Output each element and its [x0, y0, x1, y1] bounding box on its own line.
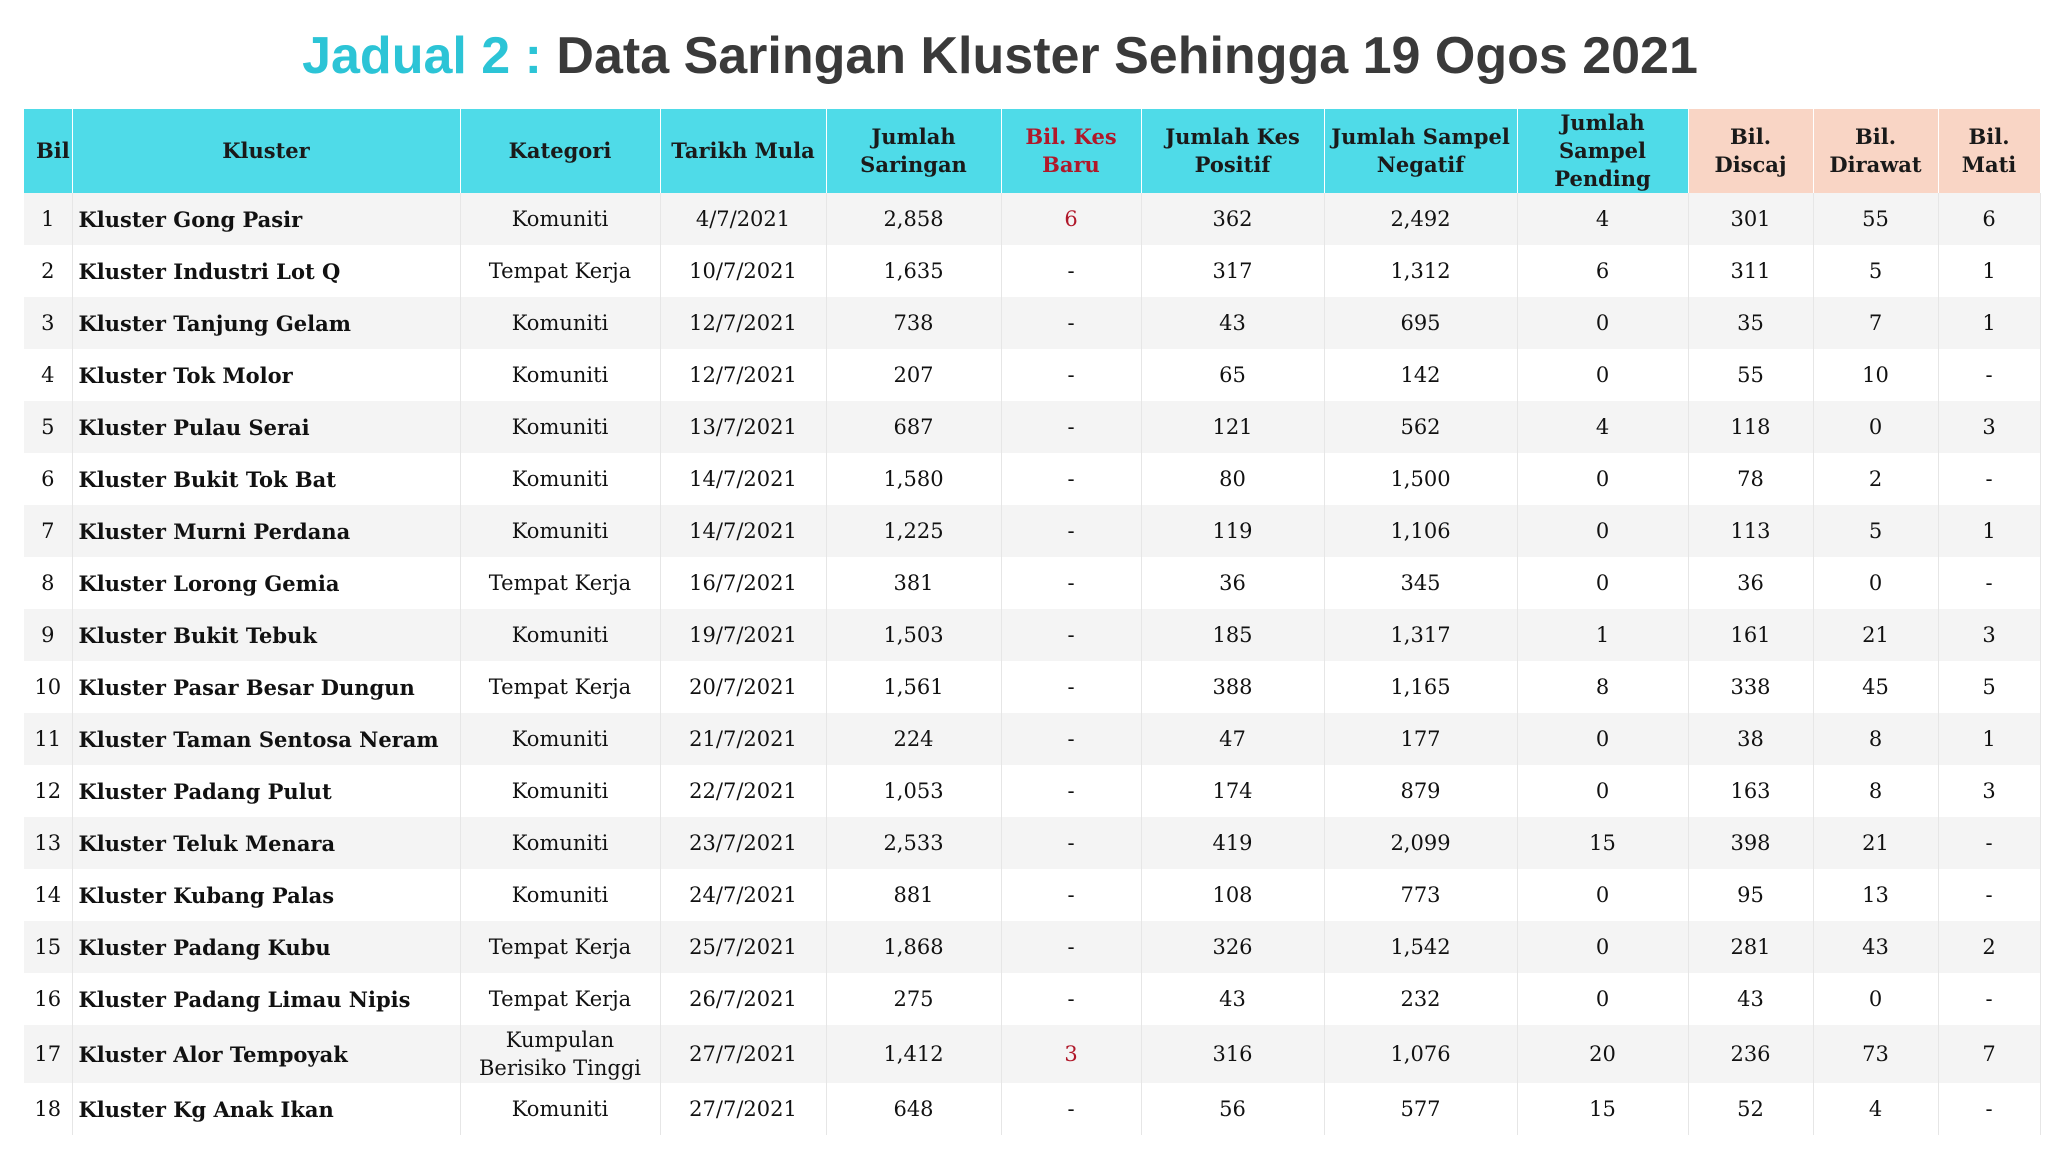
- table-row: [24, 401, 2040, 453]
- header-bil-dirawat: Bil. Dirawat: [1813, 109, 1938, 193]
- bil-dirawat-cell: 5: [1813, 505, 1938, 557]
- jumlah-sampel-negatif-cell: 2,099: [1324, 817, 1517, 869]
- table-row: [24, 713, 2040, 765]
- bil-discaj-cell: 36: [1688, 557, 1813, 609]
- bil-dirawat-cell: 5: [1813, 245, 1938, 297]
- bil-mati-cell: 3: [1938, 765, 2040, 817]
- bil-mati-cell: -: [1938, 973, 2040, 1025]
- bil-dirawat-cell: 10: [1813, 349, 1938, 401]
- table-row: [24, 1083, 2040, 1135]
- bil-dirawat-cell: 21: [1813, 817, 1938, 869]
- jumlah-sampel-pending-cell: 0: [1517, 765, 1688, 817]
- tarikh-mula-cell: 27/7/2021: [660, 1025, 826, 1083]
- bil-dirawat-cell: 43: [1813, 921, 1938, 973]
- bil-discaj-cell: 78: [1688, 453, 1813, 505]
- bil-mati-cell: -: [1938, 1083, 2040, 1135]
- kategori-cell: Tempat Kerja: [460, 661, 660, 713]
- table-row: [24, 349, 2040, 401]
- jumlah-saringan-cell: 1,561: [826, 661, 1001, 713]
- bil-cell: 11: [24, 713, 72, 765]
- bil-discaj-cell: 311: [1688, 245, 1813, 297]
- jumlah-sampel-pending-cell: 0: [1517, 453, 1688, 505]
- kategori-cell: Komuniti: [460, 869, 660, 921]
- bil-cell: 18: [24, 1083, 72, 1135]
- bil-dirawat-cell: 45: [1813, 661, 1938, 713]
- kluster-cell: Kluster Teluk Menara: [72, 817, 460, 869]
- bil-dirawat-cell: 8: [1813, 713, 1938, 765]
- bil-discaj-cell: 113: [1688, 505, 1813, 557]
- tarikh-mula-cell: 22/7/2021: [660, 765, 826, 817]
- bil-mati-cell: 7: [1938, 1025, 2040, 1083]
- jumlah-saringan-cell: 648: [826, 1083, 1001, 1135]
- table-row: [24, 765, 2040, 817]
- bil-cell: 17: [24, 1025, 72, 1083]
- bil-dirawat-cell: 21: [1813, 609, 1938, 661]
- bil-kes-baru-cell: -: [1001, 297, 1141, 349]
- tarikh-mula-cell: 4/7/2021: [660, 193, 826, 245]
- bil-dirawat-cell: 73: [1813, 1025, 1938, 1083]
- jumlah-kes-positif-cell: 419: [1141, 817, 1324, 869]
- kategori-cell: Komuniti: [460, 609, 660, 661]
- kluster-cell: Kluster Gong Pasir: [72, 193, 460, 245]
- kluster-cell: Kluster Kg Anak Ikan: [72, 1083, 460, 1135]
- kluster-cell: Kluster Industri Lot Q: [72, 245, 460, 297]
- jumlah-sampel-negatif-cell: 1,165: [1324, 661, 1517, 713]
- cluster-table: [24, 109, 2041, 1135]
- jumlah-sampel-negatif-cell: 1,317: [1324, 609, 1517, 661]
- bil-mati-cell: 1: [1938, 297, 2040, 349]
- bil-cell: 13: [24, 817, 72, 869]
- table-row: [24, 557, 2040, 609]
- kategori-cell: Tempat Kerja: [460, 245, 660, 297]
- jumlah-sampel-pending-cell: 4: [1517, 401, 1688, 453]
- jumlah-sampel-pending-cell: 0: [1517, 557, 1688, 609]
- jumlah-sampel-pending-cell: 0: [1517, 297, 1688, 349]
- jumlah-saringan-cell: 2,858: [826, 193, 1001, 245]
- header-bil: Bil: [24, 109, 72, 193]
- bil-dirawat-cell: 8: [1813, 765, 1938, 817]
- bil-discaj-cell: 301: [1688, 193, 1813, 245]
- bil-cell: 8: [24, 557, 72, 609]
- bil-kes-baru-cell: -: [1001, 349, 1141, 401]
- jumlah-kes-positif-cell: 43: [1141, 973, 1324, 1025]
- tarikh-mula-cell: 21/7/2021: [660, 713, 826, 765]
- header-bil-mati: Bil. Mati: [1938, 109, 2040, 193]
- bil-kes-baru-cell: -: [1001, 1083, 1141, 1135]
- kategori-cell: Tempat Kerja: [460, 557, 660, 609]
- jumlah-kes-positif-cell: 316: [1141, 1025, 1324, 1083]
- jumlah-kes-positif-cell: 47: [1141, 713, 1324, 765]
- bil-cell: 14: [24, 869, 72, 921]
- bil-kes-baru-cell: -: [1001, 609, 1141, 661]
- jumlah-sampel-negatif-cell: 773: [1324, 869, 1517, 921]
- kluster-cell: Kluster Pasar Besar Dungun: [72, 661, 460, 713]
- kluster-cell: Kluster Padang Kubu: [72, 921, 460, 973]
- jumlah-sampel-pending-cell: 8: [1517, 661, 1688, 713]
- bil-discaj-cell: 236: [1688, 1025, 1813, 1083]
- kluster-cell: Kluster Tanjung Gelam: [72, 297, 460, 349]
- bil-discaj-cell: 55: [1688, 349, 1813, 401]
- bil-mati-cell: 1: [1938, 245, 2040, 297]
- jumlah-saringan-cell: 687: [826, 401, 1001, 453]
- tarikh-mula-cell: 12/7/2021: [660, 297, 826, 349]
- bil-kes-baru-cell: -: [1001, 557, 1141, 609]
- jumlah-kes-positif-cell: 80: [1141, 453, 1324, 505]
- bil-discaj-cell: 338: [1688, 661, 1813, 713]
- table-row: [24, 505, 2040, 557]
- jumlah-sampel-negatif-cell: 695: [1324, 297, 1517, 349]
- tarikh-mula-cell: 19/7/2021: [660, 609, 826, 661]
- jumlah-saringan-cell: 381: [826, 557, 1001, 609]
- bil-cell: 10: [24, 661, 72, 713]
- table-row: [24, 609, 2040, 661]
- bil-cell: 7: [24, 505, 72, 557]
- title-lead: Jadual 2 :: [302, 27, 557, 85]
- bil-dirawat-cell: 2: [1813, 453, 1938, 505]
- bil-mati-cell: -: [1938, 557, 2040, 609]
- jumlah-sampel-pending-cell: 0: [1517, 869, 1688, 921]
- jumlah-sampel-negatif-cell: 562: [1324, 401, 1517, 453]
- jumlah-sampel-pending-cell: 4: [1517, 193, 1688, 245]
- jumlah-kes-positif-cell: 185: [1141, 609, 1324, 661]
- tarikh-mula-cell: 25/7/2021: [660, 921, 826, 973]
- tarikh-mula-cell: 26/7/2021: [660, 973, 826, 1025]
- bil-dirawat-cell: 0: [1813, 557, 1938, 609]
- bil-mati-cell: -: [1938, 869, 2040, 921]
- jumlah-sampel-pending-cell: 15: [1517, 1083, 1688, 1135]
- kategori-cell: Kumpulan Berisiko Tinggi: [460, 1025, 660, 1083]
- bil-mati-cell: 1: [1938, 713, 2040, 765]
- jumlah-sampel-negatif-cell: 1,542: [1324, 921, 1517, 973]
- bil-cell: 12: [24, 765, 72, 817]
- jumlah-sampel-negatif-cell: 1,312: [1324, 245, 1517, 297]
- jumlah-saringan-cell: 1,412: [826, 1025, 1001, 1083]
- jumlah-saringan-cell: 2,533: [826, 817, 1001, 869]
- tarikh-mula-cell: 14/7/2021: [660, 505, 826, 557]
- bil-kes-baru-cell: -: [1001, 765, 1141, 817]
- bil-discaj-cell: 161: [1688, 609, 1813, 661]
- jumlah-kes-positif-cell: 388: [1141, 661, 1324, 713]
- jumlah-kes-positif-cell: 326: [1141, 921, 1324, 973]
- table-body: [24, 193, 2040, 1135]
- jumlah-sampel-pending-cell: 20: [1517, 1025, 1688, 1083]
- bil-discaj-cell: 52: [1688, 1083, 1813, 1135]
- jumlah-sampel-negatif-cell: 2,492: [1324, 193, 1517, 245]
- bil-cell: 5: [24, 401, 72, 453]
- header-bil-discaj: Bil. Discaj: [1688, 109, 1813, 193]
- title-main: Data Saringan Kluster Sehingga 19 Ogos 2021: [556, 27, 1698, 85]
- jumlah-saringan-cell: 224: [826, 713, 1001, 765]
- bil-kes-baru-cell: -: [1001, 817, 1141, 869]
- bil-discaj-cell: 398: [1688, 817, 1813, 869]
- kategori-cell: Komuniti: [460, 193, 660, 245]
- page-title: [0, 22, 2000, 90]
- bil-mati-cell: 3: [1938, 401, 2040, 453]
- header-kluster: Kluster: [72, 109, 460, 193]
- bil-mati-cell: -: [1938, 349, 2040, 401]
- kategori-cell: Komuniti: [460, 505, 660, 557]
- table-row: [24, 869, 2040, 921]
- header-jumlah-sampel-negatif: Jumlah Sampel Negatif: [1324, 109, 1517, 193]
- bil-dirawat-cell: 0: [1813, 401, 1938, 453]
- jumlah-saringan-cell: 275: [826, 973, 1001, 1025]
- bil-discaj-cell: 163: [1688, 765, 1813, 817]
- jumlah-kes-positif-cell: 65: [1141, 349, 1324, 401]
- kategori-cell: Tempat Kerja: [460, 921, 660, 973]
- bil-cell: 2: [24, 245, 72, 297]
- tarikh-mula-cell: 23/7/2021: [660, 817, 826, 869]
- tarikh-mula-cell: 20/7/2021: [660, 661, 826, 713]
- bil-cell: 3: [24, 297, 72, 349]
- bil-discaj-cell: 35: [1688, 297, 1813, 349]
- jumlah-sampel-negatif-cell: 577: [1324, 1083, 1517, 1135]
- bil-dirawat-cell: 7: [1813, 297, 1938, 349]
- jumlah-saringan-cell: 881: [826, 869, 1001, 921]
- jumlah-saringan-cell: 1,503: [826, 609, 1001, 661]
- jumlah-kes-positif-cell: 121: [1141, 401, 1324, 453]
- bil-dirawat-cell: 0: [1813, 973, 1938, 1025]
- table-row: [24, 297, 2040, 349]
- jumlah-kes-positif-cell: 56: [1141, 1083, 1324, 1135]
- bil-cell: 4: [24, 349, 72, 401]
- tarikh-mula-cell: 27/7/2021: [660, 1083, 826, 1135]
- jumlah-sampel-pending-cell: 0: [1517, 713, 1688, 765]
- bil-kes-baru-cell: -: [1001, 401, 1141, 453]
- kluster-cell: Kluster Padang Limau Nipis: [72, 973, 460, 1025]
- jumlah-kes-positif-cell: 119: [1141, 505, 1324, 557]
- table-row: [24, 1025, 2040, 1083]
- kategori-cell: Komuniti: [460, 765, 660, 817]
- table-row: [24, 453, 2040, 505]
- jumlah-sampel-negatif-cell: 142: [1324, 349, 1517, 401]
- header-jumlah-kes-positif: Jumlah Kes Positif: [1141, 109, 1324, 193]
- bil-kes-baru-cell: -: [1001, 661, 1141, 713]
- jumlah-kes-positif-cell: 43: [1141, 297, 1324, 349]
- jumlah-sampel-negatif-cell: 177: [1324, 713, 1517, 765]
- kluster-cell: Kluster Kubang Palas: [72, 869, 460, 921]
- header-tarikh-mula: Tarikh Mula: [660, 109, 826, 193]
- kluster-cell: Kluster Bukit Tok Bat: [72, 453, 460, 505]
- bil-discaj-cell: 43: [1688, 973, 1813, 1025]
- table-row: [24, 817, 2040, 869]
- bil-discaj-cell: 118: [1688, 401, 1813, 453]
- jumlah-saringan-cell: 738: [826, 297, 1001, 349]
- bil-cell: 6: [24, 453, 72, 505]
- jumlah-saringan-cell: 1,635: [826, 245, 1001, 297]
- bil-kes-baru-cell: -: [1001, 921, 1141, 973]
- bil-cell: 9: [24, 609, 72, 661]
- tarikh-mula-cell: 10/7/2021: [660, 245, 826, 297]
- bil-discaj-cell: 281: [1688, 921, 1813, 973]
- jumlah-sampel-negatif-cell: 1,500: [1324, 453, 1517, 505]
- bil-discaj-cell: 95: [1688, 869, 1813, 921]
- kategori-cell: Komuniti: [460, 1083, 660, 1135]
- bil-mati-cell: 3: [1938, 609, 2040, 661]
- bil-mati-cell: 2: [1938, 921, 2040, 973]
- jumlah-saringan-cell: 207: [826, 349, 1001, 401]
- table-row: [24, 973, 2040, 1025]
- bil-mati-cell: 5: [1938, 661, 2040, 713]
- jumlah-kes-positif-cell: 317: [1141, 245, 1324, 297]
- bil-kes-baru-cell: -: [1001, 869, 1141, 921]
- header-bil-kes-baru: Bil. Kes Baru: [1001, 109, 1141, 193]
- kategori-cell: Komuniti: [460, 817, 660, 869]
- bil-dirawat-cell: 4: [1813, 1083, 1938, 1135]
- jumlah-sampel-pending-cell: 0: [1517, 973, 1688, 1025]
- jumlah-sampel-pending-cell: 0: [1517, 505, 1688, 557]
- table-row: [24, 245, 2040, 297]
- bil-kes-baru-cell: -: [1001, 245, 1141, 297]
- jumlah-sampel-pending-cell: 0: [1517, 349, 1688, 401]
- jumlah-saringan-cell: 1,225: [826, 505, 1001, 557]
- jumlah-sampel-pending-cell: 15: [1517, 817, 1688, 869]
- kategori-cell: Komuniti: [460, 401, 660, 453]
- bil-kes-baru-cell: -: [1001, 453, 1141, 505]
- table-row: [24, 921, 2040, 973]
- jumlah-kes-positif-cell: 36: [1141, 557, 1324, 609]
- kluster-cell: Kluster Bukit Tebuk: [72, 609, 460, 661]
- jumlah-sampel-negatif-cell: 345: [1324, 557, 1517, 609]
- tarikh-mula-cell: 13/7/2021: [660, 401, 826, 453]
- jumlah-kes-positif-cell: 174: [1141, 765, 1324, 817]
- jumlah-saringan-cell: 1,868: [826, 921, 1001, 973]
- table-row: [24, 193, 2040, 245]
- jumlah-saringan-cell: 1,053: [826, 765, 1001, 817]
- jumlah-sampel-pending-cell: 6: [1517, 245, 1688, 297]
- kluster-cell: Kluster Pulau Serai: [72, 401, 460, 453]
- jumlah-saringan-cell: 1,580: [826, 453, 1001, 505]
- tarikh-mula-cell: 16/7/2021: [660, 557, 826, 609]
- jumlah-sampel-negatif-cell: 879: [1324, 765, 1517, 817]
- header-jumlah-sampel-pending: Jumlah Sampel Pending: [1517, 109, 1688, 193]
- bil-kes-baru-cell: 3: [1001, 1025, 1141, 1083]
- header-jumlah-saringan: Jumlah Saringan: [826, 109, 1001, 193]
- kategori-cell: Komuniti: [460, 349, 660, 401]
- jumlah-sampel-negatif-cell: 1,106: [1324, 505, 1517, 557]
- tarikh-mula-cell: 24/7/2021: [660, 869, 826, 921]
- kategori-cell: Komuniti: [460, 713, 660, 765]
- kluster-cell: Kluster Lorong Gemia: [72, 557, 460, 609]
- bil-dirawat-cell: 55: [1813, 193, 1938, 245]
- tarikh-mula-cell: 12/7/2021: [660, 349, 826, 401]
- table-header-row: [24, 109, 2040, 193]
- tarikh-mula-cell: 14/7/2021: [660, 453, 826, 505]
- bil-kes-baru-cell: -: [1001, 713, 1141, 765]
- kluster-cell: Kluster Taman Sentosa Neram: [72, 713, 460, 765]
- kluster-cell: Kluster Padang Pulut: [72, 765, 460, 817]
- bil-mati-cell: 1: [1938, 505, 2040, 557]
- jumlah-kes-positif-cell: 362: [1141, 193, 1324, 245]
- kluster-cell: Kluster Tok Molor: [72, 349, 460, 401]
- bil-discaj-cell: 38: [1688, 713, 1813, 765]
- kategori-cell: Komuniti: [460, 453, 660, 505]
- bil-mati-cell: -: [1938, 817, 2040, 869]
- bil-kes-baru-cell: 6: [1001, 193, 1141, 245]
- bil-kes-baru-cell: -: [1001, 973, 1141, 1025]
- bil-mati-cell: -: [1938, 453, 2040, 505]
- kluster-cell: Kluster Alor Tempoyak: [72, 1025, 460, 1083]
- bil-cell: 16: [24, 973, 72, 1025]
- bil-cell: 15: [24, 921, 72, 973]
- bil-mati-cell: 6: [1938, 193, 2040, 245]
- jumlah-kes-positif-cell: 108: [1141, 869, 1324, 921]
- jumlah-sampel-negatif-cell: 232: [1324, 973, 1517, 1025]
- kluster-cell: Kluster Murni Perdana: [72, 505, 460, 557]
- kategori-cell: Komuniti: [460, 297, 660, 349]
- kategori-cell: Tempat Kerja: [460, 973, 660, 1025]
- jumlah-sampel-negatif-cell: 1,076: [1324, 1025, 1517, 1083]
- jumlah-sampel-pending-cell: 1: [1517, 609, 1688, 661]
- jumlah-sampel-pending-cell: 0: [1517, 921, 1688, 973]
- header-kategori: Kategori: [460, 109, 660, 193]
- table-row: [24, 661, 2040, 713]
- bil-dirawat-cell: 13: [1813, 869, 1938, 921]
- bil-cell: 1: [24, 193, 72, 245]
- bil-kes-baru-cell: -: [1001, 505, 1141, 557]
